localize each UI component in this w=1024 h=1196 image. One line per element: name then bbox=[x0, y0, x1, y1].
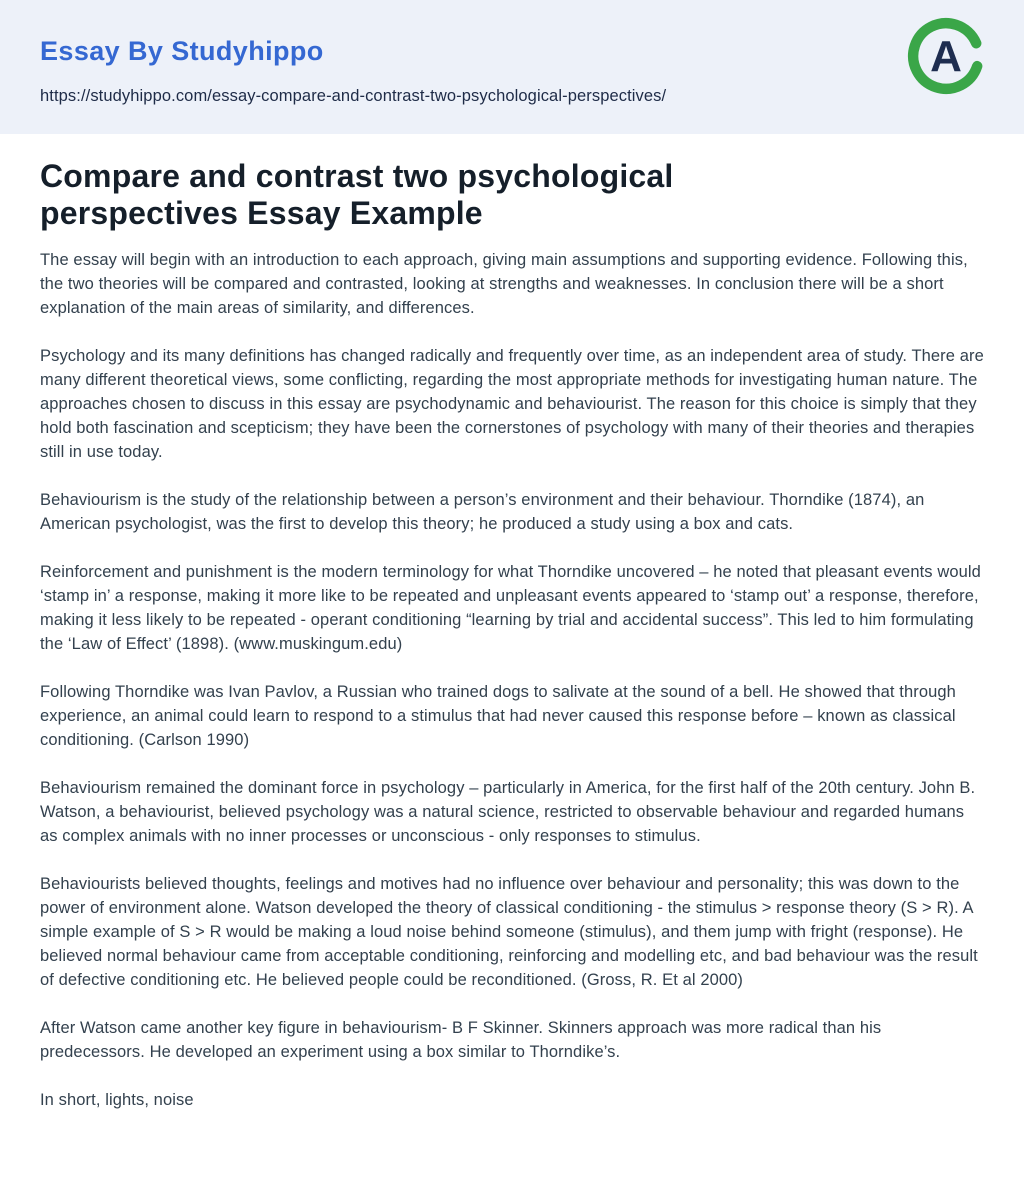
essay-paragraph: Following Thorndike was Ivan Pavlov, a Russian who trained dogs to salivate at the sound of a bell. He showed that through experience, an animal could learn to respond to a stimulus that had never caused this response before – known as classical conditioning. (Carlson 1990) bbox=[40, 682, 956, 749]
essay-paragraph: After Watson came another key figure in behaviourism- B F Skinner. Skinners approach was more radical than his predecessors. He developed an experiment using a box similar to Thorndike’s. bbox=[40, 1018, 882, 1061]
studyhippo-logo-icon bbox=[906, 16, 986, 96]
page-url: https://studyhippo.com/essay-compare-and-contrast-two-psychological-perspectives/ bbox=[40, 87, 667, 105]
logo-letter: A bbox=[930, 32, 962, 82]
site-title: Essay By Studyhippo bbox=[40, 36, 324, 66]
essay-paragraph: Behaviourism is the study of the relationship between a person’s environment and their behaviour. Thorndike (1874), an American psychologist, was the first to develop this theory; he produced a study using a box and cats. bbox=[40, 490, 925, 533]
essay-paragraph: Reinforcement and punishment is the modern terminology for what Thorndike uncovered – he noted that pleasant events would ‘stamp in’ a response, making it more like to be repeated and unpleasant events appeared to ‘stamp out’ a response, therefore, making it less likely to be repeated - operant conditioning “learning by trial and accidental success”. This led to him formulating the ‘Law of Effect’ (1898). (www.muskingum.edu) bbox=[40, 562, 981, 653]
essay-paragraph: In short, lights, noise bbox=[40, 1090, 194, 1109]
page-header bbox=[0, 0, 1024, 134]
essay-paragraph: Psychology and its many definitions has changed radically and frequently over time, as an independent area of study. There are many different theoretical views, some conflicting, regarding the most appropriate methods for investigating human nature. The approaches chosen to discuss in this essay are psychodynamic and behaviourist. The reason for this choice is simply that they hold both fascination and scepticism; they have been the cornerstones of psychology with many of their theories and therapies still in use today. bbox=[40, 346, 984, 461]
essay-paragraph: The essay will begin with an introduction to each approach, giving main assumptions and supporting evidence. Following this, the two theories will be compared and contrasted, looking at strengths and weaknesses. In conclusion there will be a short explanation of the main areas of similarity, and differences. bbox=[40, 250, 968, 317]
essay-paragraph: Behaviourism remained the dominant force in psychology – particularly in America, for the first half of the 20th century. John B. Watson, a behaviourist, believed psychology was a natural science, restricted to observable behaviour and regarded humans as complex animals with no inner processes or unconscious - only responses to stimulus. bbox=[40, 778, 976, 845]
essay-content bbox=[0, 134, 1024, 1196]
essay-title: Compare and contrast two psychological perspectives Essay Example bbox=[40, 158, 674, 231]
essay-paragraph: Behaviourists believed thoughts, feelings and motives had no influence over behaviour and personality; this was down to the power of environment alone. Watson developed the theory of classical conditioning - the stimulus > response theory (S > R). A simple example of S > R would be making a loud noise behind someone (stimulus), and them jump with fright (response). He believed normal behaviour came from acceptable conditioning, reinforcing and modelling etc, and bad behaviour was the result of defective conditioning etc. He believed people could be reconditioned. (Gross, R. Et al 2000) bbox=[40, 874, 978, 989]
